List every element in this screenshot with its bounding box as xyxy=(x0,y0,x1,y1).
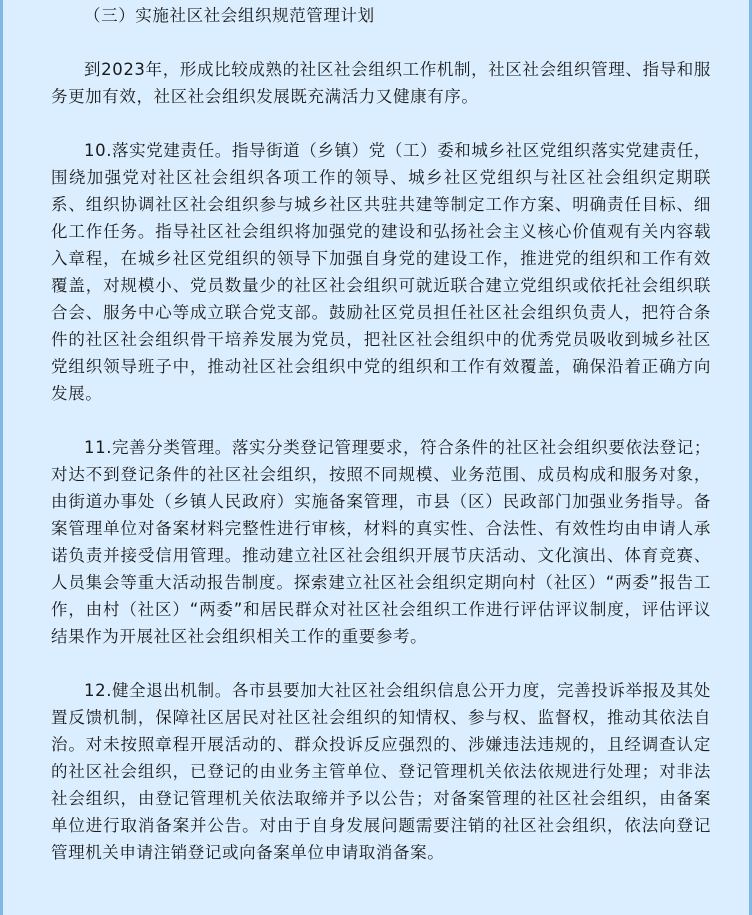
paragraph-item-11: 11.完善分类管理。落实分类登记管理要求，符合条件的社区社会组织要依法登记；对达不到登记条件的社区社会组织，按照不同规模、业务范围、成员构成和服务对象，由街道办事处（乡镇人民政府）实施备案管理，市县（区）民政部门加强业务指导。备案管理单位对备案材料完整性进行审核，材料的真实性、合法性、有效性均由申请人承诺负责并接受信用管理。推动建立社区社会组织开展节庆活动、文化演出、体育竞赛、人员集会等重大活动报告制度。探索建立社区社会组织定期向村（社区）“两委”报告工作，由村（社区）“两委”和居民群众对社区社会组织工作进行评估评议制度，评估评议结果作为开展社区社会组织相关工作的重要参考。 xyxy=(51,438,711,646)
paragraph-spacer xyxy=(51,407,711,434)
paragraph-goal: 到2023年，形成比较成熟的社区社会组织工作机制，社区社会组织管理、指导和服务更加有效，社区社会组织发展既充满活力又健康有序。 xyxy=(51,60,711,106)
paragraph-item-12: 12.健全退出机制。各市县要加大社区社会组织信息公开力度，完善投诉举报及其处置反馈机制，保障社区居民对社区社会组织的知情权、参与权、监督权，推动其依法自治。对未按照章程开展活动的、群众投诉反应强烈的、涉嫌违法违规的，且经调查认定的社区社会组织，已登记的由业务主管单位、登记管理机关依法依规进行处理；对非法社会组织，由登记管理机关依法取缔并予以公告；对备案管理的社区社会组织，由备案单位进行取消备案并公告。对由于自身发展问题需要注销的社区社会组织，依法向登记管理机关申请注销登记或向备案单位申请取消备案。 xyxy=(51,681,711,862)
paragraph-item-10: 10.落实党建责任。指导街道（乡镇）党（工）委和城乡社区党组织落实党建责任，围绕加强党对社区社会组织各项工作的领导、城乡社区党组织与社区社会组织定期联系、组织协调社区社会组织参与城乡社区共驻共建等制定工作方案、明确责任目标、细化工作任务。指导社区社会组织将加强党的建设和弘扬社会主义核心价值观有关内容载入章程，在城乡社区党组织的领导下加强自身党的建设工作，推进党的组织和工作有效覆盖，对规模小、党员数量少的社区社会组织可就近联合建立党组织或依托社会组织联合会、服务中心等成立联合党支部。鼓励社区党员担任社区社会组织负责人，把符合条件的社区社会组织骨干培养发展为党员，把社区社会组织中的优秀党员吸收到城乡社区党组织领导班子中，推动社区社会组织中党的组织和工作有效覆盖，确保沿着正确方向发展。 xyxy=(51,141,711,403)
paragraph-spacer xyxy=(51,110,711,137)
paragraph-spacer xyxy=(51,29,711,56)
paragraph-spacer xyxy=(51,650,711,677)
document-content xyxy=(51,0,711,866)
section-heading: （三）实施社区社会组织规范管理计划 xyxy=(84,6,375,25)
